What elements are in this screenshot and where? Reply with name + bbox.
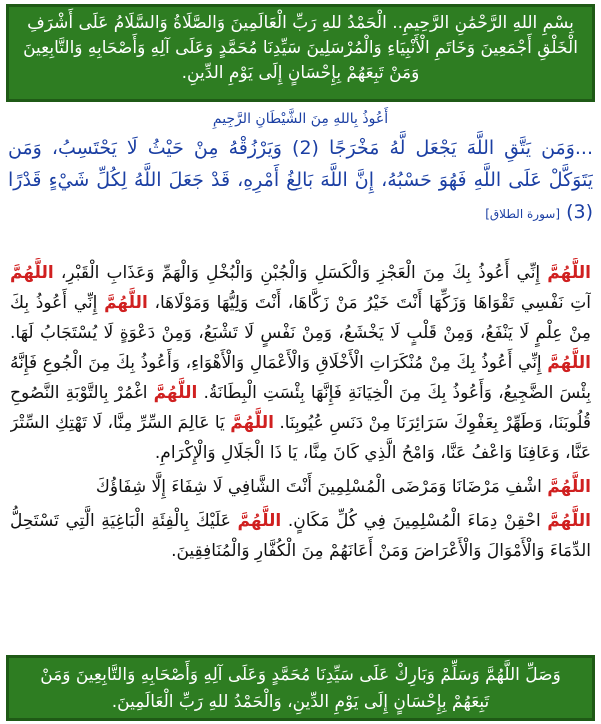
dua-text: اغْمُرْ بِالتَّوْبَةِ النَّصُوحِ قُلُوبَنَا، وَطَهِّرْ بِعَفْوِكَ سَرَائِرَنَا مِنْ دَنَسِ عُيُوبِنَا. <box>10 383 591 433</box>
allahumma-word: اللَّهُمَّ <box>10 263 54 283</box>
dua-text: احْقِنْ دِمَاءَ الْمُسْلِمِينَ فِي كُلِّ مَكَانٍ. <box>287 511 541 531</box>
header-text: بِسْمِ اللهِ الرَّحْمَٰنِ الرَّحِيمِ.. الْحَمْدُ للهِ رَبِّ الْعَالَمِينَ وَالصَّلَاةُ وَالسَّلَامُ عَلَى أَشْرَفِ الْخَلْقِ أَجْمَعِينَ وَخَاتَمِ الْأَنْبِيَاءِ وَالْمُرْسَلِينَ سَيِّدِنَا مُحَمَّدٍ وَعَلَى آلِهِ وَأَصْحَابِهِ وَالتَّابِعِينَ وَمَنْ تَبِعَهُمْ بِإِحْسَانٍ إِلَى يَوْمِ الدِّينِ. <box>23 13 578 83</box>
allahumma-word: اللَّهُمَّ <box>547 511 591 531</box>
allahumma-word: اللَّهُمَّ <box>230 413 274 433</box>
allahumma-word: اللَّهُمَّ <box>547 477 591 497</box>
istiadha: أَعُوذُ بِاللهِ مِنَ الشَّيْطَانِ الرَّجِيمِ <box>212 111 389 127</box>
dua-text: عَلَيْكَ بِالْفِئَةِ الْبَاغِيَةِ الَّتِي تَسْتَحِلُّ الدِّمَاءَ وَالْأَمْوَالَ وَالْأَعْرَاضَ وَمَنْ أَعَانَهُمْ مِنَ الْكُفَّارِ وَالْمُنَافِقِينَ. <box>10 511 591 561</box>
dua-text: إِنِّي أَعُوذُ بِكَ مِنْ مُنْكَرَاتِ الْأَخْلَاقِ وَالْأَعْمَالِ وَالْأَهْوَاءِ، وَأَعُوذُ بِكَ مِنَ الْجُوعِ فَإِنَّهُ بِئْسَ الضَّجِيعُ، وَأَعُوذُ بِكَ مِنَ الْخِيَانَةِ فَإِنَّهَا بِئْسَتِ الْبِطَانَةُ. <box>10 353 591 403</box>
surah-reference: [سورة الطلاق] <box>485 207 561 221</box>
allahumma-word: اللَّهُمَّ <box>237 511 282 531</box>
dua-text: آتِ نَفْسِي تَقْوَاهَا وَزَكِّهَا أَنْتَ خَيْرُ مَنْ زَكَّاهَا، أَنْتَ وَلِيُّهَا وَمَوْلَاهَا، <box>154 293 591 313</box>
allahumma-word: اللَّهُمَّ <box>153 383 198 403</box>
dua-paragraph-2 <box>10 472 591 502</box>
dua-paragraph-1 <box>10 258 591 468</box>
allahumma-word: اللَّهُمَّ <box>547 353 591 373</box>
header-box <box>6 4 595 102</box>
quran-verse <box>8 132 593 230</box>
footer-text: وَصَلِّ اللَّهُمَّ وَسَلِّمْ وَبَارِكْ عَلَى سَيِّدِنَا مُحَمَّدٍ وَعَلَى آلِهِ وَأَصْحَابِهِ وَالتَّابِعِينَ وَمَنْ تَبِعَهُمْ بِإِحْسَانٍ إِلَى يَوْمِ الدِّينِ، وَالْحَمْدُ للهِ رَبِّ الْعَالَمِينَ. <box>40 665 561 712</box>
footer-box <box>6 655 595 721</box>
dua-text: اشْفِ مَرْضَانَا وَمَرْضَى الْمُسْلِمِينَ أَنْتَ الشَّافِي لَا شِفَاءَ إِلَّا شِفَاؤُكَ <box>95 477 542 497</box>
verse-text: ...وَمَن يَتَّقِ اللَّهَ يَجْعَل لَّهُ مَخْرَجًا (2) وَيَرْزُقْهُ مِنْ حَيْثُ لَا يَحْتَسِبُ، وَمَن يَتَوَكَّلْ عَلَى اللَّهِ فَهُوَ حَسْبُهُ، إِنَّ اللَّهَ بَالِغُ أَمْرِهِ، قَدْ جَعَلَ اللَّهُ لِكُلِّ شَيْءٍ قَدْرًا (3) <box>8 137 593 223</box>
dua-text: إِنِّي أَعُوذُ بِكَ مِنَ الْعَجْزِ وَالْكَسَلِ وَالْجُبْنِ وَالْبُخْلِ وَالْهَمِّ وَعَذَابِ الْقَبْرِ، <box>60 263 541 283</box>
dua-paragraph-3 <box>10 506 591 566</box>
allahumma-word: اللَّهُمَّ <box>547 263 591 283</box>
dua-text: يَا عَالِمَ السِّرِّ مِنَّا، لَا تَهْتِكِ السِّتْرَ عَنَّا، وَعَافِنَا وَاعْفُ عَنَّا، وَامْحُ الَّذِي كَانَ مِنَّا، يَا ذَا الْجَلَالِ وَالْإِكْرَامِ. <box>10 413 591 463</box>
quran-section <box>8 106 593 256</box>
allahumma-word: اللَّهُمَّ <box>104 293 148 313</box>
dua-text: إِنِّي أَعُوذُ بِكَ مِنْ عِلْمٍ لَا يَنْفَعُ، وَمِنْ قَلْبٍ لَا يَخْشَعُ، وَمِنْ نَفْسٍ لَا تَشْبَعُ، وَمِنْ دَعْوَةٍ لَا يُسْتَجَابُ لَهَا. <box>10 293 591 343</box>
duas-section <box>10 258 591 648</box>
